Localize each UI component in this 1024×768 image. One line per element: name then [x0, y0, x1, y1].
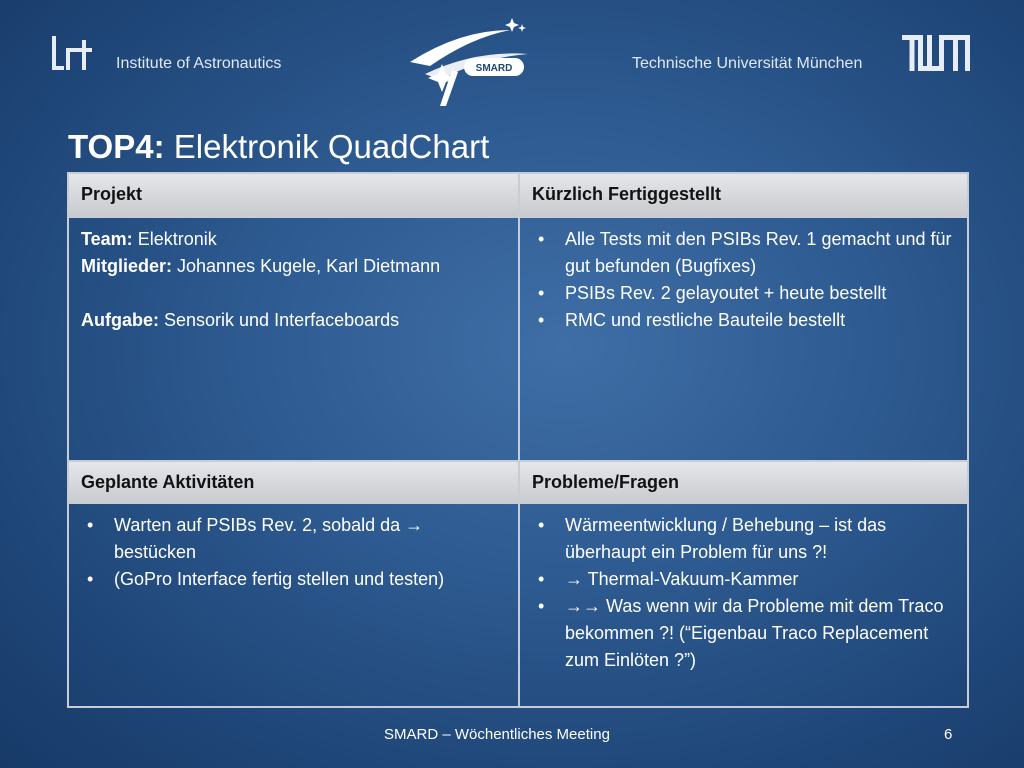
svg-text:SMARD: SMARD: [475, 63, 513, 74]
smard-logo: [400, 10, 540, 110]
list-item: • → Thermal-Vakuum-Kammer: [532, 566, 955, 593]
tum-logo: [902, 35, 970, 71]
aktivitaeten-heading: Geplante Aktivitäten: [69, 462, 518, 504]
slide-title-bold: TOP4:: [68, 128, 165, 165]
divider: [69, 502, 967, 504]
lrt-logo: [50, 36, 94, 72]
university-name: Technische Universität München: [632, 55, 863, 72]
quad-chart: [67, 172, 969, 708]
list-item: • Wärmeentwicklung / Behebung – ist das überhaupt ein Problem für uns ?!: [532, 512, 955, 566]
divider: [69, 460, 967, 462]
projekt-heading: Projekt: [69, 174, 518, 216]
task-line: [81, 307, 506, 334]
team-label: Team:: [81, 229, 133, 249]
probleme-body: [520, 504, 967, 706]
team-value: Elektronik: [132, 229, 217, 249]
members-value: Johannes Kugele, Karl Dietmann: [172, 256, 441, 276]
slide-header: [0, 0, 1024, 100]
projekt-body: [69, 218, 518, 462]
aktivitaeten-body: [69, 504, 518, 706]
list-item: • (GoPro Interface fertig stellen und testen): [81, 566, 506, 593]
list-item: • Alle Tests mit den PSIBs Rev. 1 gemacht und für gut befunden (Bugfixes): [532, 226, 955, 280]
vertical-divider: [518, 174, 520, 706]
fertiggestellt-heading: Kürzlich Fertiggestellt: [520, 174, 967, 216]
page-number: 6: [944, 726, 953, 743]
divider: [69, 216, 967, 218]
members-label: Mitglieder:: [81, 256, 173, 276]
fertiggestellt-body: [520, 218, 967, 462]
list-item: • RMC und restliche Bauteile bestellt: [532, 307, 955, 334]
footer-text: SMARD – Wöchentliches Meeting: [384, 726, 610, 743]
institute-name: Institute of Astronautics: [116, 55, 282, 72]
slide-title-rest: Elektronik QuadChart: [164, 128, 490, 165]
list-item: • Warten auf PSIBs Rev. 2, sobald da → bestücken: [81, 512, 506, 566]
list-item: • PSIBs Rev. 2 gelayoutet + heute bestellt: [532, 280, 955, 307]
members-line: [81, 253, 506, 280]
probleme-heading: Probleme/Fragen: [520, 462, 967, 504]
team-line: [81, 226, 506, 253]
task-value: Sensorik und Interfaceboards: [159, 310, 400, 330]
list-item: • →→ Was wenn wir da Probleme mit dem Traco bekommen ?! (“Eigenbau Traco Replacement zum Einlöten ?”): [532, 593, 955, 674]
task-label: Aufgabe:: [81, 310, 159, 330]
slide-title: [68, 128, 489, 166]
